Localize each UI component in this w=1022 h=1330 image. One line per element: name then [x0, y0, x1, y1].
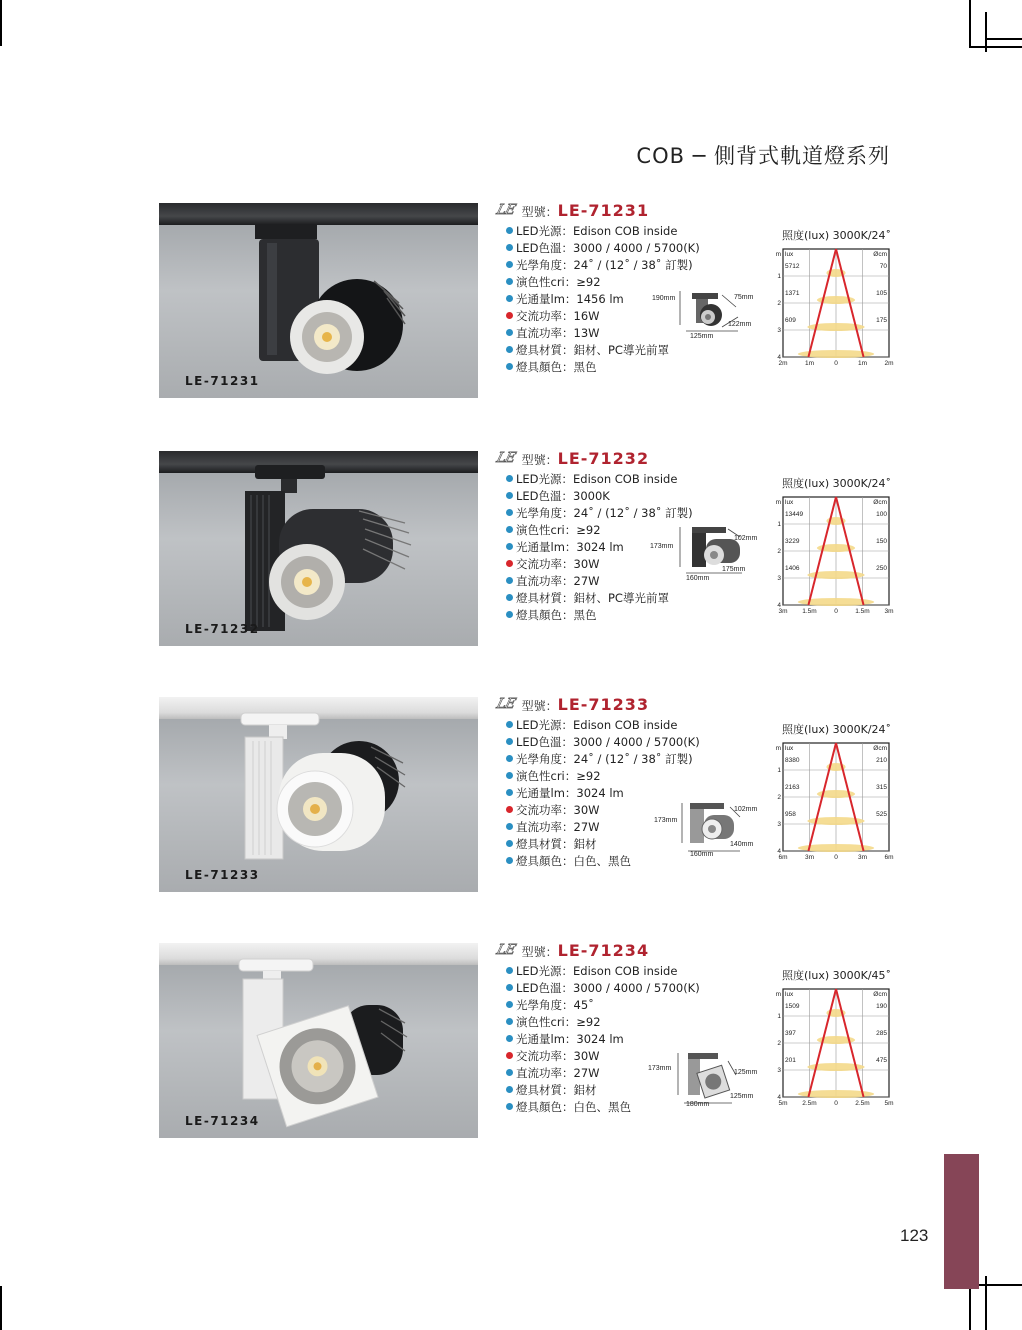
lux-value: 1406 [785, 565, 800, 572]
spec-text: 直流功率：13W [516, 326, 600, 340]
diameter-value: 190 [876, 1003, 887, 1010]
dimension-depth: 75mm [734, 294, 754, 301]
x-tick-label: 3m [884, 608, 894, 615]
spec-text: 光通量lm：3024 lm [516, 1032, 624, 1046]
le-logo: LE [494, 942, 517, 958]
dimension-width: 180mm [686, 1101, 710, 1108]
y-tick-label: 3 [777, 1067, 781, 1074]
diameter-value: 70 [879, 263, 887, 270]
spec-item [506, 717, 700, 734]
product-photo [159, 203, 478, 398]
x-tick-label: 0 [834, 854, 838, 861]
y-unit-label: m [775, 251, 781, 258]
crop-mark [985, 38, 1022, 40]
spec-text: 直流功率：27W [516, 574, 600, 588]
bullet-icon [506, 475, 513, 482]
spec-item [506, 556, 693, 573]
bullet-icon [506, 967, 513, 974]
crop-mark [0, 1286, 2, 1330]
dimension-depth: 102mm [734, 806, 758, 813]
x-tick-label: 1.5m [802, 608, 817, 615]
model-heading [494, 201, 650, 223]
x-tick-label: 1m [857, 360, 868, 367]
bullet-icon [506, 789, 513, 796]
spec-item [506, 1048, 700, 1065]
product-photo [159, 943, 478, 1138]
chart-title: 照度(lux) 3000K/24˚ [782, 477, 892, 490]
bullet-icon [506, 577, 513, 584]
bullet-icon [506, 492, 513, 499]
spec-text: 光學角度：45˚ [516, 998, 594, 1012]
spec-text: 燈具材質：鋁材 [516, 1083, 597, 1097]
spec-item [506, 274, 700, 291]
spec-text: 直流功率：27W [516, 820, 600, 834]
y-tick-label: 1 [777, 521, 781, 528]
dimension-height: 173mm [654, 817, 678, 824]
y-tick-label: 2 [777, 794, 781, 801]
spec-text: 燈具顏色：白色、黑色 [516, 854, 631, 868]
dimension-width: 125mm [690, 333, 714, 340]
y-tick-label: 4 [777, 848, 781, 855]
bullet-icon [506, 1018, 513, 1025]
product-section [0, 943, 1022, 1143]
spec-text: 交流功率：30W [516, 1049, 600, 1063]
y-tick-label: 3 [777, 821, 781, 828]
y-tick-label: 2 [777, 548, 781, 555]
bullet-icon [506, 312, 513, 319]
x-tick-label: 2.5m [802, 1100, 817, 1107]
spec-item [506, 607, 693, 624]
spec-text: 演色性cri：≥92 [516, 769, 601, 783]
y-tick-label: 4 [777, 354, 781, 361]
model-heading [494, 449, 650, 471]
photo-label: LE-71234 [185, 1114, 260, 1128]
spec-text: 演色性cri：≥92 [516, 275, 601, 289]
dimension-width: 160mm [690, 851, 714, 858]
spec-item [506, 963, 700, 980]
lux-value: 958 [785, 811, 796, 818]
spec-item [506, 240, 700, 257]
model-prefix: 型號： [521, 945, 558, 959]
bullet-icon [506, 594, 513, 601]
spec-item [506, 785, 700, 802]
bullet-icon [506, 721, 513, 728]
spec-text: 交流功率：30W [516, 803, 600, 817]
dimension-length: 122mm [728, 321, 752, 328]
model-name: LE-71234 [557, 941, 650, 960]
spec-item [506, 1082, 700, 1099]
x-tick-label: 0 [834, 1100, 838, 1107]
spec-text: 光通量lm：1456 lm [516, 292, 624, 306]
spec-text: 直流功率：27W [516, 1066, 600, 1080]
x-tick-label: 0 [834, 608, 838, 615]
y-tick-label: 1 [777, 273, 781, 280]
x-tick-label: 3m [857, 854, 868, 861]
spec-item [506, 522, 693, 539]
x-tick-label: 2.5m [855, 1100, 870, 1107]
dimension-height: 173mm [650, 543, 674, 550]
x-tick-label: 6m [778, 854, 788, 861]
lux-value: 1371 [785, 290, 800, 297]
chart-title: 照度(lux) 3000K/24˚ [782, 229, 892, 242]
spec-text: 光學角度：24˚ / (12˚ / 38˚ 訂製) [516, 752, 693, 766]
y-tick-label: 2 [777, 300, 781, 307]
model-heading [494, 695, 650, 717]
diameter-value: 210 [876, 757, 887, 764]
spec-text: LED光源：Edison COB inside [516, 964, 678, 978]
bullet-icon [506, 295, 513, 302]
lux-header: lux [785, 991, 794, 998]
model-name: LE-71233 [557, 695, 650, 714]
spec-item [506, 505, 693, 522]
x-tick-label: 5m [884, 1100, 894, 1107]
photo-label: LE-71233 [185, 868, 260, 882]
crop-mark [0, 0, 2, 46]
x-tick-label: 0 [834, 360, 838, 367]
bullet-icon [506, 543, 513, 550]
spec-item [506, 853, 700, 870]
y-tick-label: 3 [777, 327, 781, 334]
model-name: LE-71231 [557, 201, 650, 220]
dimension-width: 160mm [686, 575, 710, 582]
illuminance-chart [775, 741, 897, 863]
product-photo [159, 451, 478, 646]
illuminance-chart [775, 495, 897, 617]
bullet-icon [506, 1052, 513, 1059]
bullet-icon [506, 611, 513, 618]
spec-text: LED色溫：3000K [516, 489, 610, 503]
page-title: COB ─ 側背式軌道燈系列 [636, 144, 890, 168]
spec-item [506, 573, 693, 590]
le-logo: LE [494, 696, 517, 712]
diameter-header: Øcm [873, 251, 887, 258]
y-tick-label: 1 [777, 1013, 781, 1020]
y-unit-label: m [775, 499, 781, 506]
le-logo: LE [494, 202, 517, 218]
photo-label: LE-71231 [185, 374, 260, 388]
dimension-diagram [676, 1049, 756, 1109]
spec-item [506, 325, 700, 342]
spec-item [506, 590, 693, 607]
bullet-icon [506, 526, 513, 533]
bullet-icon [506, 1086, 513, 1093]
spec-item [506, 734, 700, 751]
diameter-value: 105 [876, 290, 887, 297]
spec-text: LED光源：Edison COB inside [516, 224, 678, 238]
dimension-length: 125mm [730, 1093, 754, 1100]
spec-item [506, 257, 700, 274]
lux-header: lux [785, 499, 794, 506]
diameter-header: Øcm [873, 745, 887, 752]
dimension-depth: 125mm [734, 1069, 758, 1076]
dimension-depth: 102mm [734, 535, 758, 542]
x-tick-label: 3m [778, 608, 788, 615]
bullet-icon [506, 772, 513, 779]
lux-value: 5712 [785, 263, 800, 270]
y-unit-label: m [775, 745, 781, 752]
crop-mark [969, 0, 971, 48]
dimension-height: 173mm [648, 1065, 672, 1072]
bullet-icon [506, 1035, 513, 1042]
bullet-icon [506, 1103, 513, 1110]
diameter-value: 250 [876, 565, 887, 572]
x-tick-label: 5m [778, 1100, 788, 1107]
diameter-header: Øcm [873, 991, 887, 998]
track-light-illustration [159, 697, 478, 892]
diameter-value: 150 [876, 538, 887, 545]
track-light-illustration [159, 943, 478, 1138]
spec-text: LED色溫：3000 / 4000 / 5700(K) [516, 241, 700, 255]
y-tick-label: 2 [777, 1040, 781, 1047]
spec-item [506, 471, 693, 488]
spec-text: 燈具顏色：黑色 [516, 360, 597, 374]
spec-text: LED光源：Edison COB inside [516, 718, 678, 732]
model-prefix: 型號： [521, 453, 558, 467]
dimension-length: 140mm [730, 841, 754, 848]
spec-text: LED色溫：3000 / 4000 / 5700(K) [516, 735, 700, 749]
diameter-value: 525 [876, 811, 887, 818]
lux-value: 397 [785, 1030, 796, 1037]
page-number: 123 [900, 1226, 929, 1245]
bullet-icon [506, 560, 513, 567]
diameter-header: Øcm [873, 499, 887, 506]
lux-header: lux [785, 745, 794, 752]
x-tick-label: 3m [804, 854, 815, 861]
spec-text: 交流功率：16W [516, 309, 600, 323]
spec-item [506, 980, 700, 997]
spec-text: 演色性cri：≥92 [516, 1015, 601, 1029]
y-unit-label: m [775, 991, 781, 998]
lux-value: 1509 [785, 1003, 800, 1010]
spec-item [506, 342, 700, 359]
spec-text: LED光源：Edison COB inside [516, 472, 678, 486]
dimension-length: 175mm [722, 566, 746, 573]
bullet-icon [506, 278, 513, 285]
chart-title: 照度(lux) 3000K/24˚ [782, 723, 892, 736]
bullet-icon [506, 363, 513, 370]
product-section [0, 203, 1022, 403]
bullet-icon [506, 1001, 513, 1008]
track-light-illustration [159, 203, 478, 398]
spec-item [506, 308, 700, 325]
x-tick-label: 2m [778, 360, 788, 367]
y-tick-label: 1 [777, 767, 781, 774]
bullet-icon [506, 840, 513, 847]
spec-item [506, 751, 700, 768]
bullet-icon [506, 984, 513, 991]
spec-text: 交流功率：30W [516, 557, 600, 571]
spec-item [506, 997, 700, 1014]
spec-text: 光通量lm：3024 lm [516, 540, 624, 554]
track-light-illustration [159, 451, 478, 646]
y-tick-label: 3 [777, 575, 781, 582]
spec-item [506, 1031, 700, 1048]
spec-text: 演色性cri：≥92 [516, 523, 601, 537]
spec-list [506, 717, 700, 870]
spec-item [506, 768, 700, 785]
product-section [0, 451, 1022, 651]
bullet-icon [506, 857, 513, 864]
lux-value: 201 [785, 1057, 796, 1064]
bullet-icon [506, 227, 513, 234]
spec-text: 燈具材質：鋁材、PC導光前罩 [516, 591, 669, 605]
spec-item [506, 488, 693, 505]
lux-value: 609 [785, 317, 796, 324]
x-tick-label: 1.5m [855, 608, 870, 615]
bullet-icon [506, 1069, 513, 1076]
spec-item [506, 359, 700, 376]
dimension-diagram [678, 523, 758, 579]
crop-mark [969, 1284, 971, 1330]
spec-text: LED色溫：3000 / 4000 / 5700(K) [516, 981, 700, 995]
spec-text: 燈具顏色：白色、黑色 [516, 1100, 631, 1114]
lux-header: lux [785, 251, 794, 258]
bullet-icon [506, 755, 513, 762]
bullet-icon [506, 823, 513, 830]
illuminance-chart [775, 247, 897, 369]
spec-list [506, 963, 700, 1116]
y-tick-label: 4 [777, 1094, 781, 1101]
x-tick-label: 6m [884, 854, 894, 861]
y-tick-label: 4 [777, 602, 781, 609]
diameter-value: 100 [876, 511, 887, 518]
spec-text: 燈具材質：鋁材、PC導光前罩 [516, 343, 669, 357]
lux-value: 2163 [785, 784, 800, 791]
diameter-value: 475 [876, 1057, 887, 1064]
product-section [0, 697, 1022, 897]
bullet-icon [506, 329, 513, 336]
diameter-value: 175 [876, 317, 887, 324]
chapter-tab [944, 1154, 979, 1289]
crop-mark [969, 46, 1022, 48]
model-prefix: 型號： [521, 699, 558, 713]
spec-item [506, 1099, 700, 1116]
model-name: LE-71232 [557, 449, 650, 468]
bullet-icon [506, 806, 513, 813]
bullet-icon [506, 738, 513, 745]
bullet-icon [506, 509, 513, 516]
diameter-value: 315 [876, 784, 887, 791]
le-logo: LE [494, 450, 517, 466]
model-heading [494, 941, 650, 963]
spec-text: 燈具材質：鋁材 [516, 837, 597, 851]
spec-text: 光學角度：24˚ / (12˚ / 38˚ 訂製) [516, 258, 693, 272]
chart-title: 照度(lux) 3000K/45˚ [782, 969, 892, 982]
illuminance-chart [775, 987, 897, 1109]
photo-label: LE-71232 [185, 622, 260, 636]
spec-item [506, 836, 700, 853]
bullet-icon [506, 261, 513, 268]
bullet-icon [506, 244, 513, 251]
product-photo [159, 697, 478, 892]
x-tick-label: 1m [804, 360, 815, 367]
spec-item [506, 223, 700, 240]
x-tick-label: 2m [884, 360, 894, 367]
spec-text: 光通量lm：3024 lm [516, 786, 624, 800]
lux-value: 3229 [785, 538, 800, 545]
lux-value: 13449 [785, 511, 804, 518]
dimension-height: 190mm [652, 295, 676, 302]
diameter-value: 285 [876, 1030, 887, 1037]
model-prefix: 型號： [521, 205, 558, 219]
spec-text: 燈具顏色：黑色 [516, 608, 597, 622]
spec-item [506, 1014, 700, 1031]
spec-text: 光學角度：24˚ / (12˚ / 38˚ 訂製) [516, 506, 693, 520]
bullet-icon [506, 346, 513, 353]
lux-value: 8380 [785, 757, 800, 764]
